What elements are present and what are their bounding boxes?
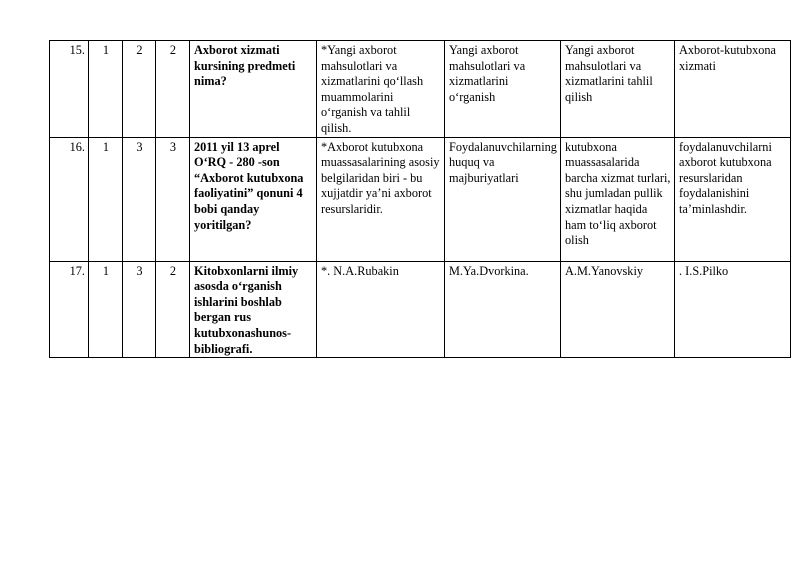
param-cell: 2 <box>123 41 156 138</box>
answer-correct: *Yangi axborot mahsulotlari va xizmatlarini qo‘llash muammolarini o‘rganish va tahlil qilish. <box>317 41 445 138</box>
question-number: 16. <box>50 137 89 261</box>
answer-option: Axborot-kutubxona xizmati <box>675 41 791 138</box>
answer-option: Yangi axborot mahsulotlari va xizmatlarini o‘rganish <box>445 41 561 138</box>
answer-option: . I.S.Pilko <box>675 261 791 358</box>
question-table <box>49 40 791 358</box>
param-cell: 3 <box>156 137 190 261</box>
param-cell: 2 <box>156 261 190 358</box>
param-cell: 1 <box>89 137 123 261</box>
table-row <box>50 41 791 138</box>
question-text: Axborot xizmati kursining predmeti nima? <box>190 41 317 138</box>
answer-option: kutubxona muassasalarida barcha xizmat turlari, shu jumladan pullik xizmatlar haqida ham to‘liq axborot olish <box>561 137 675 261</box>
table-row <box>50 261 791 358</box>
answer-correct: *. N.A.Rubakin <box>317 261 445 358</box>
answer-option: foydalanuvchilarni axborot kutubxona resurslaridan foydalanishini ta’minlashdir. <box>675 137 791 261</box>
answer-option: M.Ya.Dvorkina. <box>445 261 561 358</box>
param-cell: 3 <box>123 261 156 358</box>
param-cell: 1 <box>89 41 123 138</box>
question-number: 17. <box>50 261 89 358</box>
answer-option: A.M.Yanovskiy <box>561 261 675 358</box>
answer-correct: *Axborot kutubxona muassasalarining asosiy belgilaridan biri - bu xujjatdir ya’ni axborot resurslaridir. <box>317 137 445 261</box>
param-cell: 2 <box>156 41 190 138</box>
question-number: 15. <box>50 41 89 138</box>
table-row <box>50 137 791 261</box>
question-text: 2011 yil 13 aprel O‘RQ - 280 -son “Axborot kutubxona faoliyatini” qonuni 4 bobi qanday yoritilgan? <box>190 137 317 261</box>
param-cell: 1 <box>89 261 123 358</box>
question-text: Kitobxonlarni ilmiy asosda o‘rganish ishlarini boshlab bergan rus kutubxonashunos-bibliografi. <box>190 261 317 358</box>
answer-option: Yangi axborot mahsulotlari va xizmatlarini tahlil qilish <box>561 41 675 138</box>
answer-option: Foydalanuvchilarning huquq va majburiyatlari <box>445 137 561 261</box>
param-cell: 3 <box>123 137 156 261</box>
